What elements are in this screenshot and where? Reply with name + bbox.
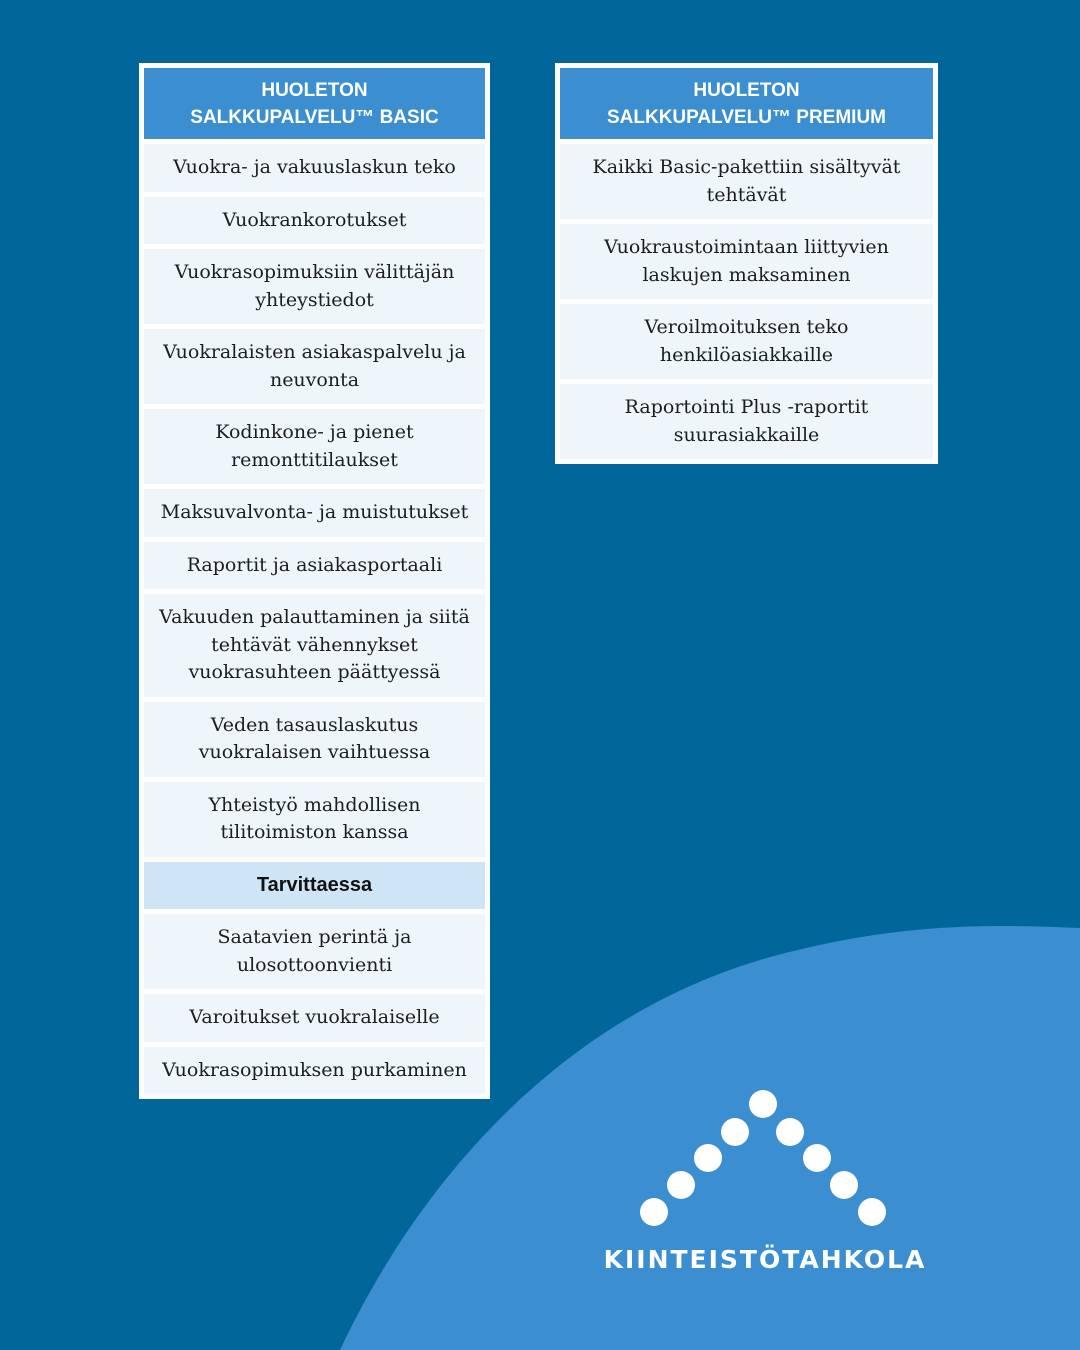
premium-package-card (555, 63, 938, 464)
list-item: Maksuvalvonta- ja muistutukset (144, 489, 485, 537)
list-item: Raportointi Plus -raportit suurasiakkaille (560, 384, 933, 459)
basic-package-card (139, 63, 490, 1099)
list-item: Yhteistyö mahdollisen tilitoimiston kanssa (144, 782, 485, 857)
list-item: Vuokraustoimintaan liittyvien laskujen maksaminen (560, 224, 933, 299)
brand-name: KIINTEISTÖTAHKOLA (603, 1245, 927, 1274)
list-item: Veroilmoituksen teko henkilöasiakkaille (560, 304, 933, 379)
list-item: Vuokrasopimuksen purkaminen (144, 1047, 485, 1095)
list-item: Vuokrasopimuksiin välittäjän yhteystiedot (144, 249, 485, 324)
list-item: Raportit ja asiakasportaali (144, 542, 485, 590)
list-item: Vuokra- ja vakuuslaskun teko (144, 144, 485, 192)
list-item: Varoitukset vuokralaiselle (144, 994, 485, 1042)
list-item: Kaikki Basic-pakettiin sisältyvät tehtävät (560, 144, 933, 219)
list-item: Vakuuden palauttaminen ja siitä tehtävät vähennykset vuokrasuhteen päättyessä (144, 594, 485, 697)
list-item: Saatavien perintä ja ulosottoonvienti (144, 914, 485, 989)
list-item: Vuokralaisten asiakaspalvelu ja neuvonta (144, 329, 485, 404)
premium-package-title: HUOLETON SALKKUPALVELU™ PREMIUM (560, 68, 933, 139)
list-item: Kodinkone- ja pienet remonttitilaukset (144, 409, 485, 484)
list-item: Veden tasauslaskutus vuokralaisen vaihtuessa (144, 702, 485, 777)
basic-package-title: HUOLETON SALKKUPALVELU™ BASIC (144, 68, 485, 139)
section-heading-tarvittaessa: Tarvittaessa (144, 862, 485, 910)
list-item: Vuokrankorotukset (144, 197, 485, 245)
